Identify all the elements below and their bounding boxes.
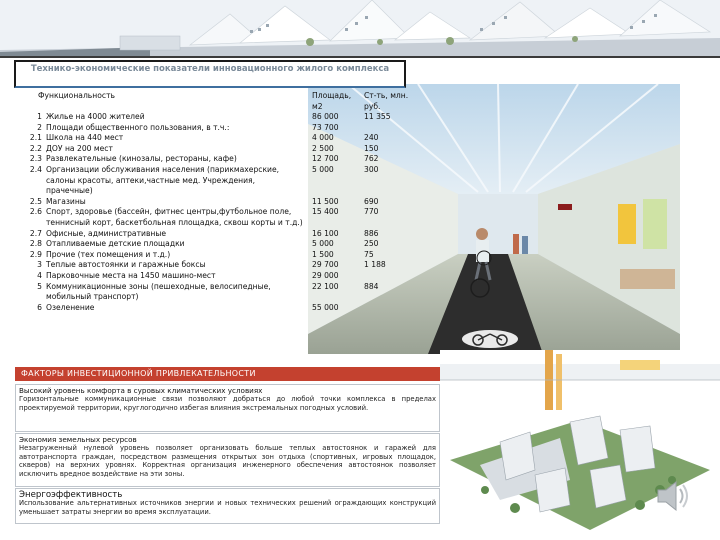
indicators-table: Функциональность Площадь, м2 Ст-ть, млн. руб. 1 Жилье на 4000 жителей 86 000 11 355 2 Площади общественного пользования, в т.ч.: 73 700 2.1 Школа на 440 мест 4 000 240 2.2 ДОУ на 200 мест 2 500 150 2.3 Развлекательные (кинозалы, рестораны, кафе) 12 700 762 2.4 Организации обслуживания населения (парикмахерские, салоны красоты, аптеки,частные мед. Учреждения, прачечные) 5 000 300 2.5 Магазины 11 500 690 2.6 Спорт, здоровье (бассейн, фитнес центры,футбольное поле, теннисный корт, баскетбольная площадка, сквош корты и т.д.) 15 400 770 2.7 Офисные, административные 16 100 886 2.8 Отапливаемые детские площадки 5 000 250 2.9 Прочие (тех помещения и т.д.) 1 500 75 3 Теплые автостоянки и гаражные боксы 29 700 1 188 4 Парковочные места на 1450 машино-мест 29 000 5 Коммуникационные зоны (пешеходные, велосипедные, мобильный транспорт) 22 100 884 6 Озеленение 55 000 — [14, 88, 414, 354]
factors-heading — [15, 367, 440, 381]
factor-energy-title: Энергоэффективность — [19, 490, 123, 500]
header-banner — [0, 0, 720, 58]
factor-comfort — [15, 384, 440, 432]
factor-land-text: Незагруженный нулевой уровень позволяет организовать больше теплых автостоянок и гаражей для автотранспорта граждан, посредством размещения открытых зон отдыха (спортивных, игровых площадок, скверов) на верхних уровнях. Корректная организация инженерного обеспечения автостоянок позволяет исключить вредное воздействие на эти зоны. — [19, 444, 436, 478]
factors-heading-text: ФАКТОРЫ ИНВЕСТИЦИОННОЙ ПРИВЛЕКАТЕЛЬНОСТИ — [21, 369, 256, 378]
factor-land — [15, 433, 440, 487]
header-cost: Ст-ть, млн. руб. — [364, 91, 409, 111]
skyline-illustration — [0, 0, 720, 58]
slide-title-text: Технико-экономические показатели инновационного жилого комплекса — [30, 64, 390, 74]
slide-title — [14, 60, 406, 88]
factor-comfort-title: Высокий уровень комфорта в суровых климатических условиях — [19, 386, 263, 395]
factor-comfort-text: Горизонтальные коммуникационные связи позволяют добраться до любой точки комплекса в пределах проектируемой территории, круглогодично избегая влияния экстремальных погодных условий. — [19, 395, 436, 412]
factor-energy — [15, 488, 440, 524]
factor-energy-text: Использование альтернативных источников энергии и новых технических решений ограждающих конструкций уменьшает затраты энергии во время эксплуатации. — [19, 499, 436, 516]
speaker-icon[interactable] — [652, 476, 692, 516]
header-function: Функциональность — [38, 91, 115, 100]
header-area: Площадь, м2 — [312, 91, 352, 111]
factor-land-title: Экономия земельных ресурсов — [19, 435, 137, 444]
